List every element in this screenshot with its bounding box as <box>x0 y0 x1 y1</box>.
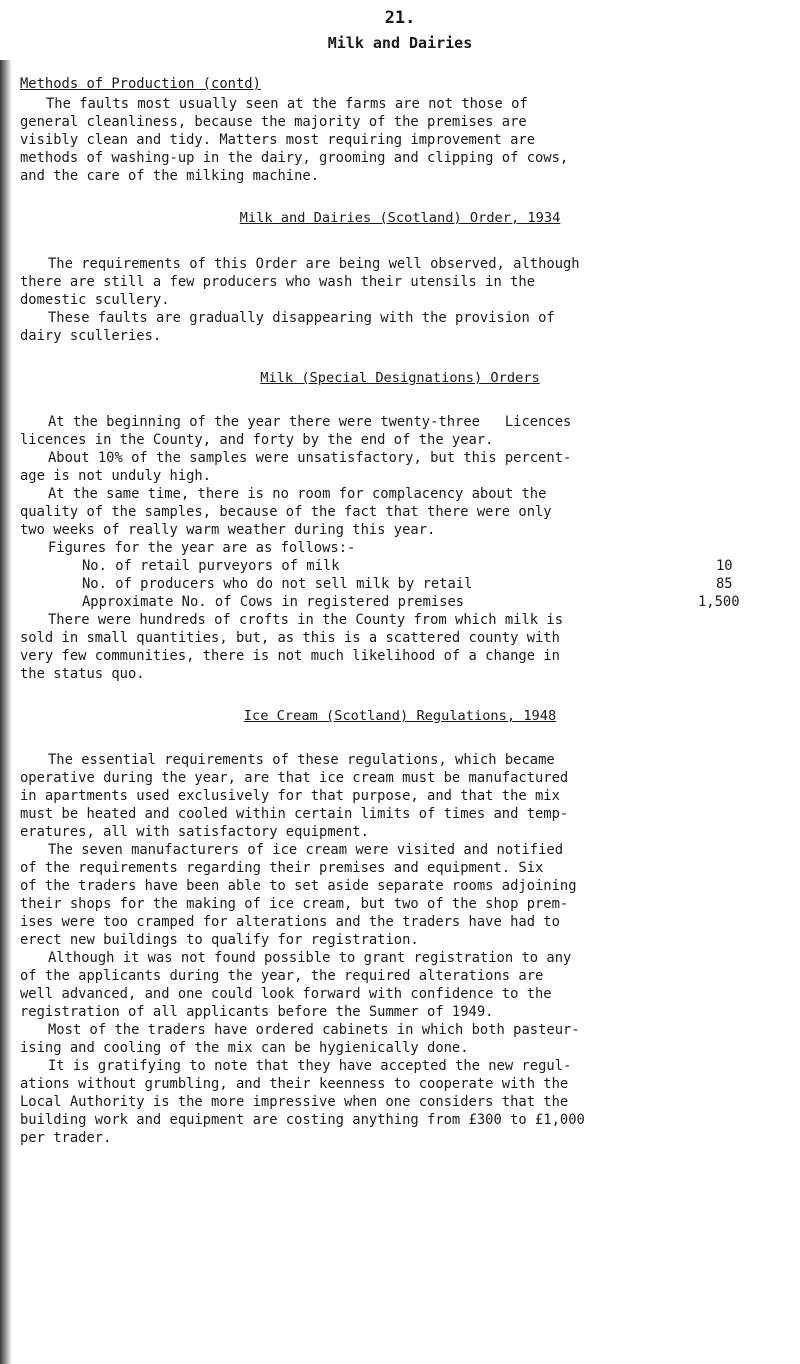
paragraph-line: ises were too cramped for alterations and the traders have had to <box>20 914 560 930</box>
paragraph-line: of the applicants during the year, the required alterations are <box>20 968 544 984</box>
paragraph-line: ations without grumbling, and their keenness to cooperate with the <box>20 1076 569 1092</box>
paragraph-line: and the care of the milking machine. <box>20 168 320 184</box>
paragraph-line: the status quo. <box>20 666 145 682</box>
paragraph-line: ising and cooling of the mix can be hygienically done. <box>20 1040 469 1056</box>
paragraph-line: At the beginning of the year there were twenty-three Licences <box>48 414 572 430</box>
paragraph-line: The requirements of this Order are being well observed, although <box>48 256 580 272</box>
paragraph-line: licences in the County, and forty by the end of the year. <box>20 432 494 448</box>
paragraph-line: The faults most usually seen at the farms are not those of <box>46 96 528 112</box>
figure-value: 85 <box>716 576 733 592</box>
paragraph-line: quality of the samples, because of the fact that there were only <box>20 504 552 520</box>
paragraph-line: two weeks of really warm weather during this year. <box>20 522 436 538</box>
figure-value: 1,500 <box>698 594 740 610</box>
paragraph-line: of the traders have been able to set aside separate rooms adjoining <box>20 878 577 894</box>
paragraph-line: Figures for the year are as follows:- <box>48 540 356 556</box>
paragraph-line: must be heated and cooled within certain limits of times and temp- <box>20 806 569 822</box>
paragraph-line: Although it was not found possible to grant registration to any <box>48 950 572 966</box>
paragraph-line: eratures, all with satisfactory equipment. <box>20 824 369 840</box>
paragraph-line: There were hundreds of crofts in the County from which milk is <box>48 612 563 628</box>
paragraph-line: registration of all applicants before the Summer of 1949. <box>20 1004 494 1020</box>
paragraph-line: The seven manufacturers of ice cream were visited and notified <box>48 842 563 858</box>
paragraph-line: It is gratifying to note that they have accepted the new regul- <box>48 1058 572 1074</box>
figure-value: 10 <box>716 558 733 574</box>
paragraph-line: there are still a few producers who wash their utensils in the <box>20 274 535 290</box>
paragraph-line: age is not unduly high. <box>20 468 212 484</box>
section-heading-ice-cream: Ice Cream (Scotland) Regulations, 1948 <box>243 708 557 724</box>
section-heading-order-1934: Milk and Dairies (Scotland) Order, 1934 <box>239 210 561 226</box>
paragraph-line: their shops for the making of ice cream, but two of the shop prem- <box>20 896 569 912</box>
paragraph-line: operative during the year, are that ice cream must be manufactured <box>20 770 569 786</box>
figure-label: No. of producers who do not sell milk by retail <box>82 576 473 592</box>
section-heading-methods: Methods of Production (contd) <box>20 76 261 92</box>
paragraph-line: building work and equipment are costing anything from £300 to £1,000 <box>20 1112 585 1128</box>
paragraph-line: erect new buildings to qualify for registration. <box>20 932 419 948</box>
paragraph-line: About 10% of the samples were unsatisfactory, but this percent- <box>48 450 572 466</box>
paragraph-line: visibly clean and tidy. Matters most requiring improvement are <box>20 132 535 148</box>
figure-label: No. of retail purveyors of milk <box>82 558 340 574</box>
paragraph-line: per trader. <box>20 1130 112 1146</box>
paragraph-line: The essential requirements of these regulations, which became <box>48 752 555 768</box>
page-header: Milk and Dairies <box>327 34 473 52</box>
paragraph-line: sold in small quantities, but, as this is a scattered county with <box>20 630 560 646</box>
paragraph-line: general cleanliness, because the majority of the premises are <box>20 114 527 130</box>
paragraph-line: methods of washing-up in the dairy, grooming and clipping of cows, <box>20 150 569 166</box>
paragraph-line: At the same time, there is no room for complacency about the <box>48 486 547 502</box>
paragraph-line: of the requirements regarding their premises and equipment. Six <box>20 860 544 876</box>
paragraph-line: dairy sculleries. <box>20 328 162 344</box>
figure-label: Approximate No. of Cows in registered premises <box>82 594 465 610</box>
section-heading-special-designations: Milk (Special Designations) Orders <box>260 370 540 386</box>
paragraph-line: in apartments used exclusively for that purpose, and that the mix <box>20 788 560 804</box>
paragraph-line: Local Authority is the more impressive when one considers that the <box>20 1094 569 1110</box>
paragraph-line: Most of the traders have ordered cabinets in which both pasteur- <box>48 1022 580 1038</box>
paragraph-line: well advanced, and one could look forward with confidence to the <box>20 986 552 1002</box>
paragraph-line: These faults are gradually disappearing with the provision of <box>48 310 555 326</box>
paragraph-line: domestic scullery. <box>20 292 170 308</box>
page-number: 21. <box>384 8 416 28</box>
paragraph-line: very few communities, there is not much likelihood of a change in <box>20 648 560 664</box>
